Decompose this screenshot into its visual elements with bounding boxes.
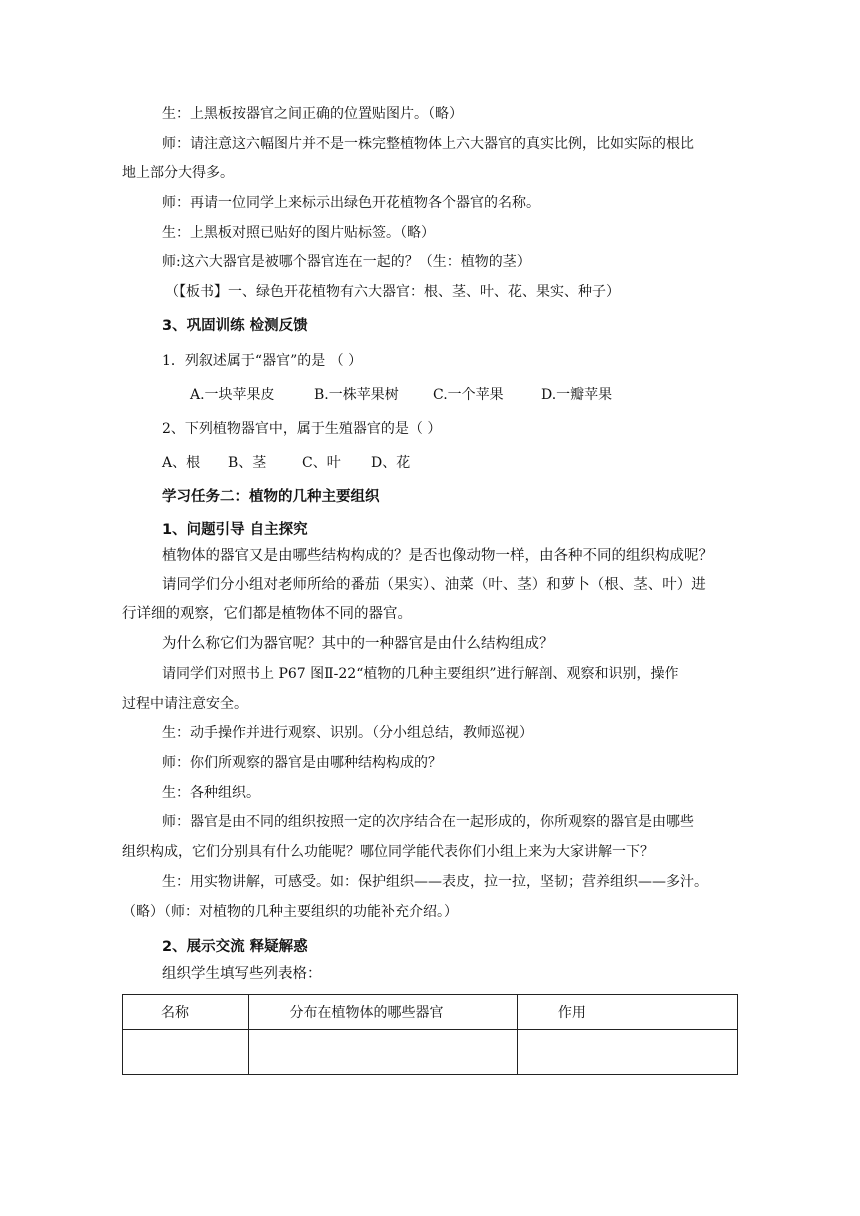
paragraph: 行详细的观察，它们都是植物体不同的器官。 [122,606,412,622]
section-heading: 1、问题引导 自主探究 [162,522,308,538]
paragraph: 为什么称它们为器官呢？其中的一种器官是由什么结构组成？ [162,636,554,652]
question-1: 1．列叙述属于“器官”的是 （ ） [162,353,363,369]
text-line: 生：用实物讲解，可感受。如：保护组织——表皮，拉一拉，坚韧；营养组织——多汁。 [162,874,708,890]
text-line: 地上部分大得多。 [122,165,234,181]
option-a: A.一块苹果皮 [190,387,275,403]
text-line: 请同学们对照书上 P67 图Ⅱ-22“植物的几种主要组织”进行解剖、观察和识别，操作 [162,666,679,682]
paragraph: 植物体的器官又是由哪些结构构成的？是否也像动物一样，由各种不同的组织构成呢？ [162,548,713,564]
text-line: 师：你们所观察的器官是由哪种结构构成的？ [162,755,442,771]
table-header-cell: 作用 [517,995,737,1030]
section-heading: 3、巩固训练 检测反馈 [162,318,308,334]
text-line: （略）（师：对植物的几种主要组织的功能补充介绍。） [122,904,458,920]
text-line: 生：上黑板按器官之间正确的位置贴图片。（略） [162,106,463,122]
table-cell-blank[interactable] [249,1030,517,1075]
text-line: 师：请注意这六幅图片并不是一株完整植物体上六大器官的真实比例，比如实际的根比 [162,136,694,152]
option-c: C、叶 [302,455,341,471]
text-line: 师：器官是由不同的组织按照一定的次序结合在一起形成的，你所观察的器官是由哪些 [162,814,694,830]
option-d: D.一瓣苹果 [541,387,613,403]
paragraph: 组织学生填写些列表格： [162,966,322,982]
text-line: 生：各种组织。 [162,785,260,801]
table-header-row [123,995,738,1030]
text-line: 组织构成，它们分别具有什么功能呢？哪位同学能代表你们小组上来为大家讲解一下？ [122,844,654,860]
option-b: B、茎 [228,455,267,471]
option-d: D、花 [371,455,411,471]
option-b: B.一株苹果树 [314,387,399,403]
worksheet-table [122,994,738,1075]
text-line: 生：上黑板对照已贴好的图片贴标签。（略） [162,225,435,241]
text-line: 生：动手操作并进行观察、识别。（分小组总结，教师巡视） [162,725,533,741]
text-line: 师：再请一位同学上来标示出绿色开花植物各个器官的名称。 [162,195,540,211]
table-cell-blank[interactable] [123,1030,249,1075]
blackboard-note: （【板书】一、绿色开花植物有六大器官：根、茎、叶、花、果实、种子） [165,284,620,300]
text-line: 过程中请注意安全。 [122,696,248,712]
table-header-cell: 名称 [123,995,249,1030]
question-2: 2、下列植物器官中，属于生殖器官的是（ ） [162,421,442,437]
table-header-cell: 分布在植物体的哪些器官 [249,995,517,1030]
text-line: 师:这六大器官是被哪个器官连在一起的？（生：植物的茎） [162,254,531,270]
task-heading: 学习任务二：植物的几种主要组织 [162,489,380,505]
option-c: C.一个苹果 [433,387,504,403]
section-heading: 2、展示交流 释疑解惑 [162,939,308,955]
table-cell-blank[interactable] [517,1030,737,1075]
paragraph: 请同学们分小组对老师所给的番茄（果实）、油菜（叶、茎）和萝卜（根、茎、叶）进 [162,577,706,593]
table-row [123,1030,738,1075]
option-a: A、根 [162,455,201,471]
